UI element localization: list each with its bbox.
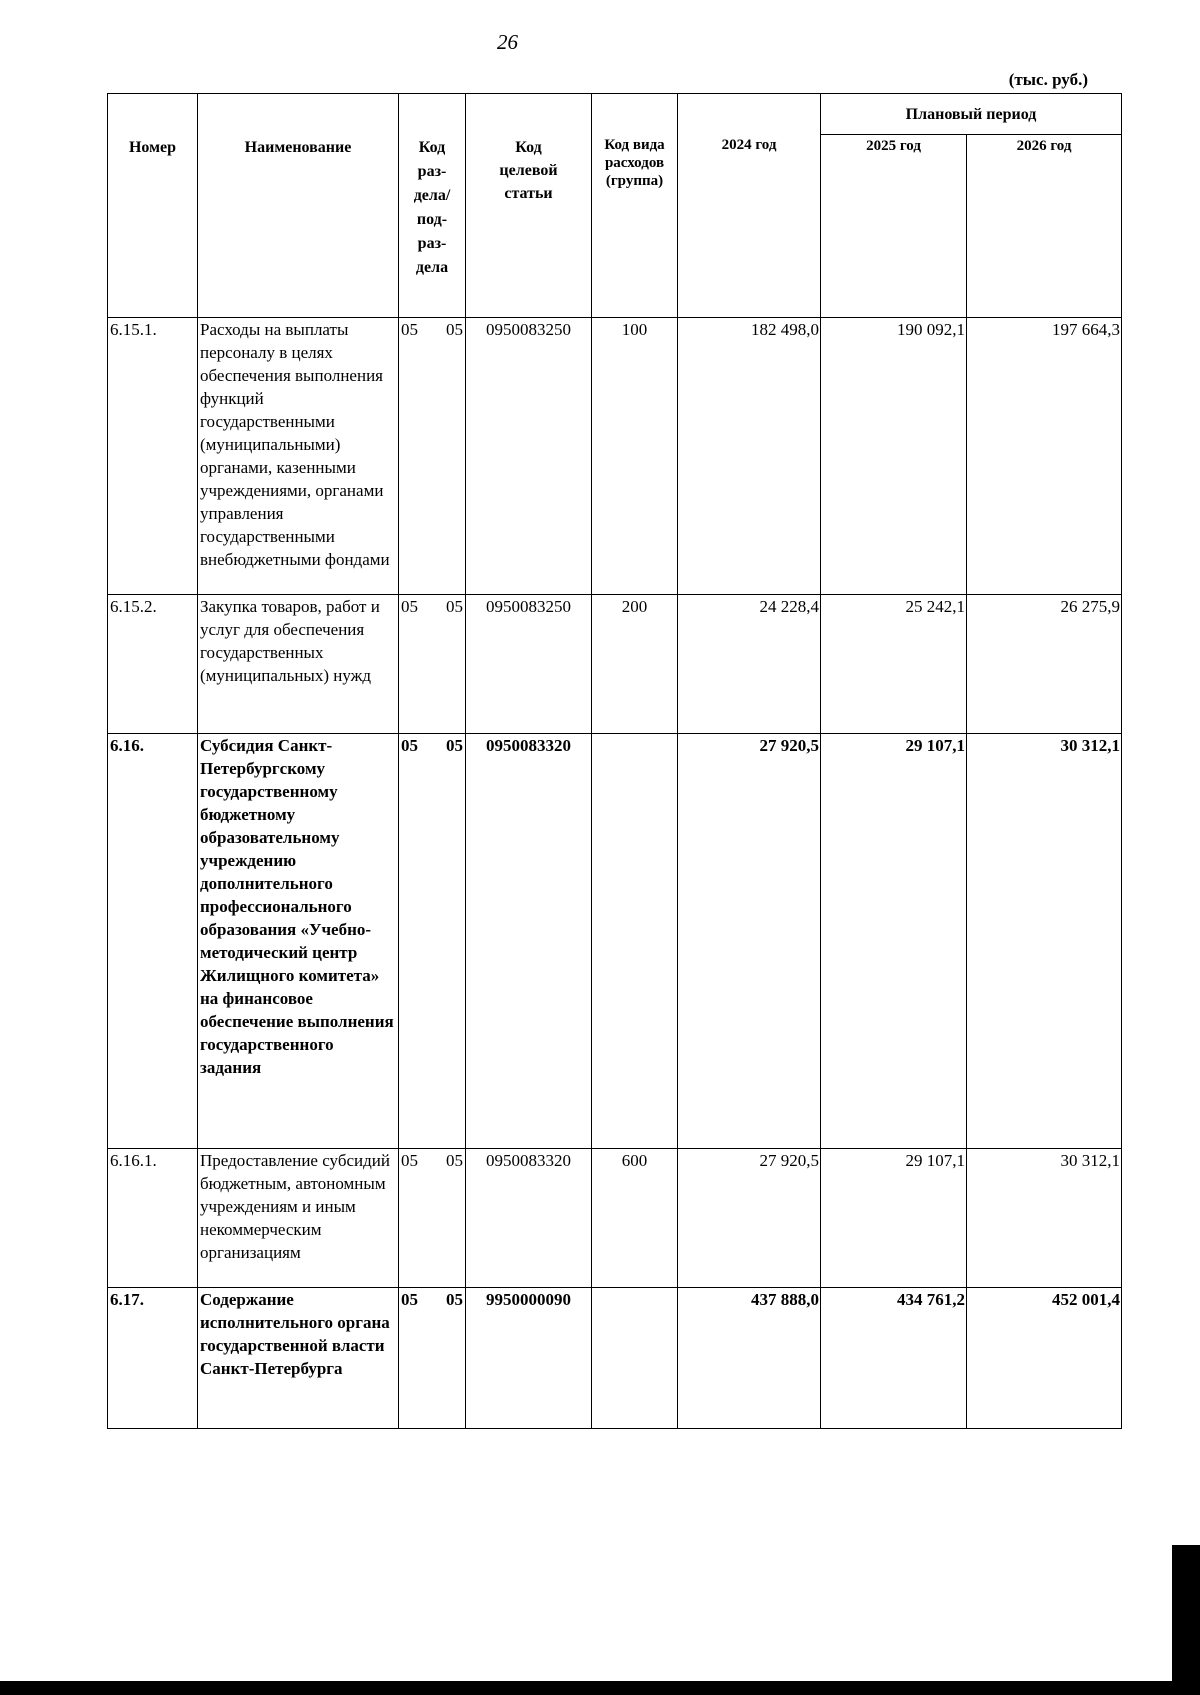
row-2026: 30 312,1 [967, 734, 1122, 1149]
header-target-code: Код целевой статьи [466, 94, 592, 318]
row-expense-code: 100 [592, 318, 678, 595]
row-target-code: 0950083250 [466, 318, 592, 595]
row-target-code: 9950000090 [466, 1288, 592, 1429]
row-2026: 30 312,1 [967, 1149, 1122, 1288]
row-number: 6.15.2. [108, 595, 198, 734]
header-2026: 2026 год [967, 135, 1122, 318]
row-target-code: 0950083250 [466, 595, 592, 734]
units-label: (тыс. руб.) [1008, 70, 1088, 89]
table-row [108, 734, 1122, 1149]
row-2024: 437 888,0 [678, 1288, 821, 1429]
header-2025: 2025 год [821, 135, 967, 318]
row-section-code: 05 05 [399, 1288, 466, 1429]
header-expense-code: Код вида расходов (группа) [592, 94, 678, 318]
table-row [108, 1149, 1122, 1288]
row-section-code: 05 05 [399, 1149, 466, 1288]
row-expense-code: 600 [592, 1149, 678, 1288]
header-section-code: Код раз- дела/ под- раз- дела [399, 94, 466, 318]
table-row [108, 1288, 1122, 1429]
row-2026: 197 664,3 [967, 318, 1122, 595]
row-2024: 24 228,4 [678, 595, 821, 734]
row-2024: 182 498,0 [678, 318, 821, 595]
scan-edge-right [1172, 1545, 1200, 1695]
page-number: 26 [497, 30, 518, 54]
row-2026: 452 001,4 [967, 1288, 1122, 1429]
row-name: Предоставление субсидий бюджетным, автономным учреждениям и иным некоммерческим организациям [198, 1149, 399, 1288]
row-number: 6.15.1. [108, 318, 198, 595]
row-section-code: 05 05 [399, 318, 466, 595]
row-number: 6.16.1. [108, 1149, 198, 1288]
row-2026: 26 275,9 [967, 595, 1122, 734]
row-section-code: 05 05 [399, 595, 466, 734]
scan-edge-bottom [0, 1681, 1200, 1695]
row-target-code: 0950083320 [466, 1149, 592, 1288]
row-name: Содержание исполнительного органа государственной власти Санкт-Петербурга [198, 1288, 399, 1429]
row-expense-code [592, 1288, 678, 1429]
budget-table [107, 93, 1121, 1429]
row-2025: 29 107,1 [821, 734, 967, 1149]
row-2024: 27 920,5 [678, 734, 821, 1149]
row-name: Закупка товаров, работ и услуг для обеспечения государственных (муниципальных) нужд [198, 595, 399, 734]
row-section-code: 05 05 [399, 734, 466, 1149]
row-2025: 434 761,2 [821, 1288, 967, 1429]
row-name: Субсидия Санкт-Петербургскому государственному бюджетному образовательному учреждению дополнительного профессионального образования «Учебно-методический центр Жилищного комитета» на финансовое обеспечение выполнения государственного задания [198, 734, 399, 1149]
row-2025: 25 242,1 [821, 595, 967, 734]
row-2025: 29 107,1 [821, 1149, 967, 1288]
table-row [108, 318, 1122, 595]
row-2025: 190 092,1 [821, 318, 967, 595]
row-target-code: 0950083320 [466, 734, 592, 1149]
row-2024: 27 920,5 [678, 1149, 821, 1288]
row-number: 6.17. [108, 1288, 198, 1429]
row-name: Расходы на выплаты персоналу в целях обеспечения выполнения функций государственными (муниципальными) органами, казенными учреждениями, органами управления государственными внебюджетными фондами [198, 318, 399, 595]
header-number: Номер [108, 94, 198, 318]
row-expense-code: 200 [592, 595, 678, 734]
row-number: 6.16. [108, 734, 198, 1149]
header-planned-period: Плановый период [821, 94, 1122, 135]
header-2024: 2024 год [678, 94, 821, 318]
table-row [108, 595, 1122, 734]
header-name: Наименование [198, 94, 399, 318]
row-expense-code [592, 734, 678, 1149]
